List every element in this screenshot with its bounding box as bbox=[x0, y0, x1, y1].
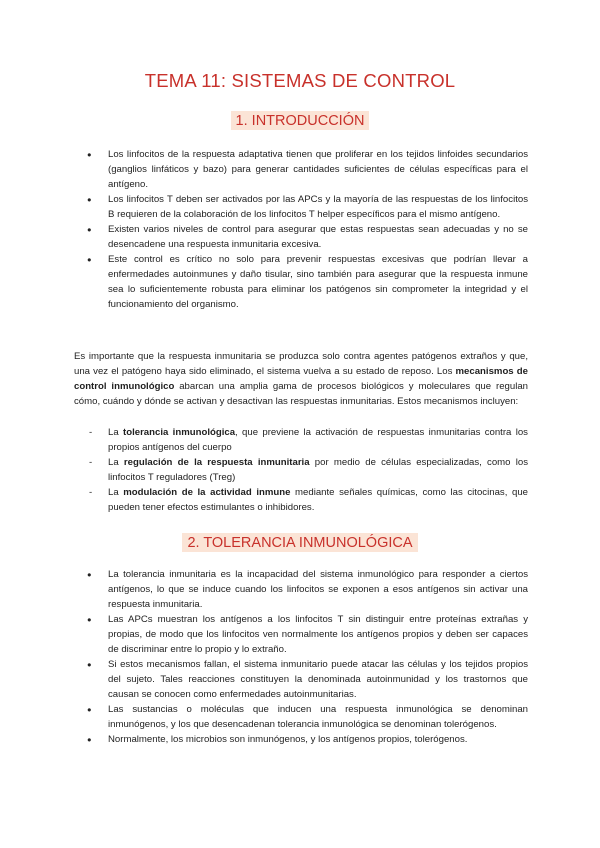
list-item: ● Las APCs muestran los antígenos a los linfocitos T sin distinguir entre proteínas extrañas y propias, de modo que los linfocitos ven normalmente los antígenos propios y deben ser capaces de discriminar entre lo propio y lo extraño. bbox=[108, 612, 528, 657]
list-item: - La regulación de la respuesta inmunitaria por medio de células especializadas, como los linfocitos T reguladores (Treg) bbox=[108, 455, 528, 485]
mechanisms-dash-list bbox=[108, 425, 528, 515]
section-heading-tolerancia bbox=[0, 533, 600, 552]
list-item: ● Normalmente, los microbios son inmunógenos, y los antígenos propios, tolerógenos. bbox=[108, 732, 528, 747]
list-item: ● Los linfocitos de la respuesta adaptativa tienen que proliferar en los tejidos linfoides secundarios (ganglios linfáticos y bazo) para generar cantidades suficientes de células específicas para el antígeno. bbox=[108, 147, 528, 192]
list-item: ● Existen varios niveles de control para asegurar que estas respuestas sean adecuadas y no se desencadene una respuesta inmunitaria excesiva. bbox=[108, 222, 528, 252]
page-title: TEMA 11: SISTEMAS DE CONTROL bbox=[144, 70, 456, 91]
paragraph-text: abarcan una amplia gama de procesos biológicos y moleculares que regulan cómo, cuándo y dónde se activan y desactivan las respuestas inmunitarias. Estos mecanismos incluyen: bbox=[74, 381, 528, 407]
section-heading-text: 2. TOLERANCIA INMUNOLÓGICA bbox=[182, 533, 417, 552]
list-item: - La modulación de la actividad inmune mediante señales químicas, como las citocinas, que pueden tener efectos estimulantes o inhibidores. bbox=[108, 485, 528, 515]
paragraph-bold-text: mecanismos de control inmunológico bbox=[74, 366, 528, 392]
list-item: ● Si estos mecanismos fallan, el sistema inmunitario puede atacar las células y los tejidos propios del sujeto. Tales reacciones constituyen la denominada autoinmunidad y los trastornos que causan se conocen como enfermedades autoinmunitarias. bbox=[108, 657, 528, 702]
list-item: ● Los linfocitos T deben ser activados por las APCs y la mayoría de las respuestas de los linfocitos B requieren de la colaboración de los linfocitos T helper específicos para el mismo antígeno. bbox=[108, 192, 528, 222]
paragraph-text: Es importante que la respuesta inmunitaria se produzca solo contra agentes patógenos extraños y que, una vez el patógeno haya sido eliminado, el sistema vuelva a su estado de reposo. Los bbox=[74, 351, 528, 377]
list-item: ● Las sustancias o moléculas que inducen una respuesta inmunológica se denominan inmunógenos, y los que desencadenan tolerancia inmunológica se denominan tolerógenos. bbox=[108, 702, 528, 732]
list-item: ● Este control es crítico no solo para prevenir respuestas excesivas que podrían llevar a enfermedades autoinmunes y daño tisular, sino también para asegurar que la respuesta inmune sea lo suficientemente robusta para eliminar los patógenos sin comprometer la integridad y el funcionamiento del organismo. bbox=[108, 252, 528, 312]
list-item: ● La tolerancia inmunitaria es la incapacidad del sistema inmunológico para responder a ciertos antígenos, lo que se induce cuando los linfocitos se exponen a esos antígenos sin activar una respuesta inmunitaria. bbox=[108, 567, 528, 612]
section-heading-introduccion bbox=[0, 111, 600, 130]
section-heading-text: 1. INTRODUCCIÓN bbox=[231, 111, 370, 130]
intro-paragraph bbox=[74, 349, 528, 409]
tolerance-bullet-list bbox=[108, 567, 528, 747]
intro-bullet-list bbox=[108, 147, 528, 312]
list-item: - La tolerancia inmunológica, que previene la activación de respuestas inmunitarias contra los propios antígenos del cuerpo bbox=[108, 425, 528, 455]
